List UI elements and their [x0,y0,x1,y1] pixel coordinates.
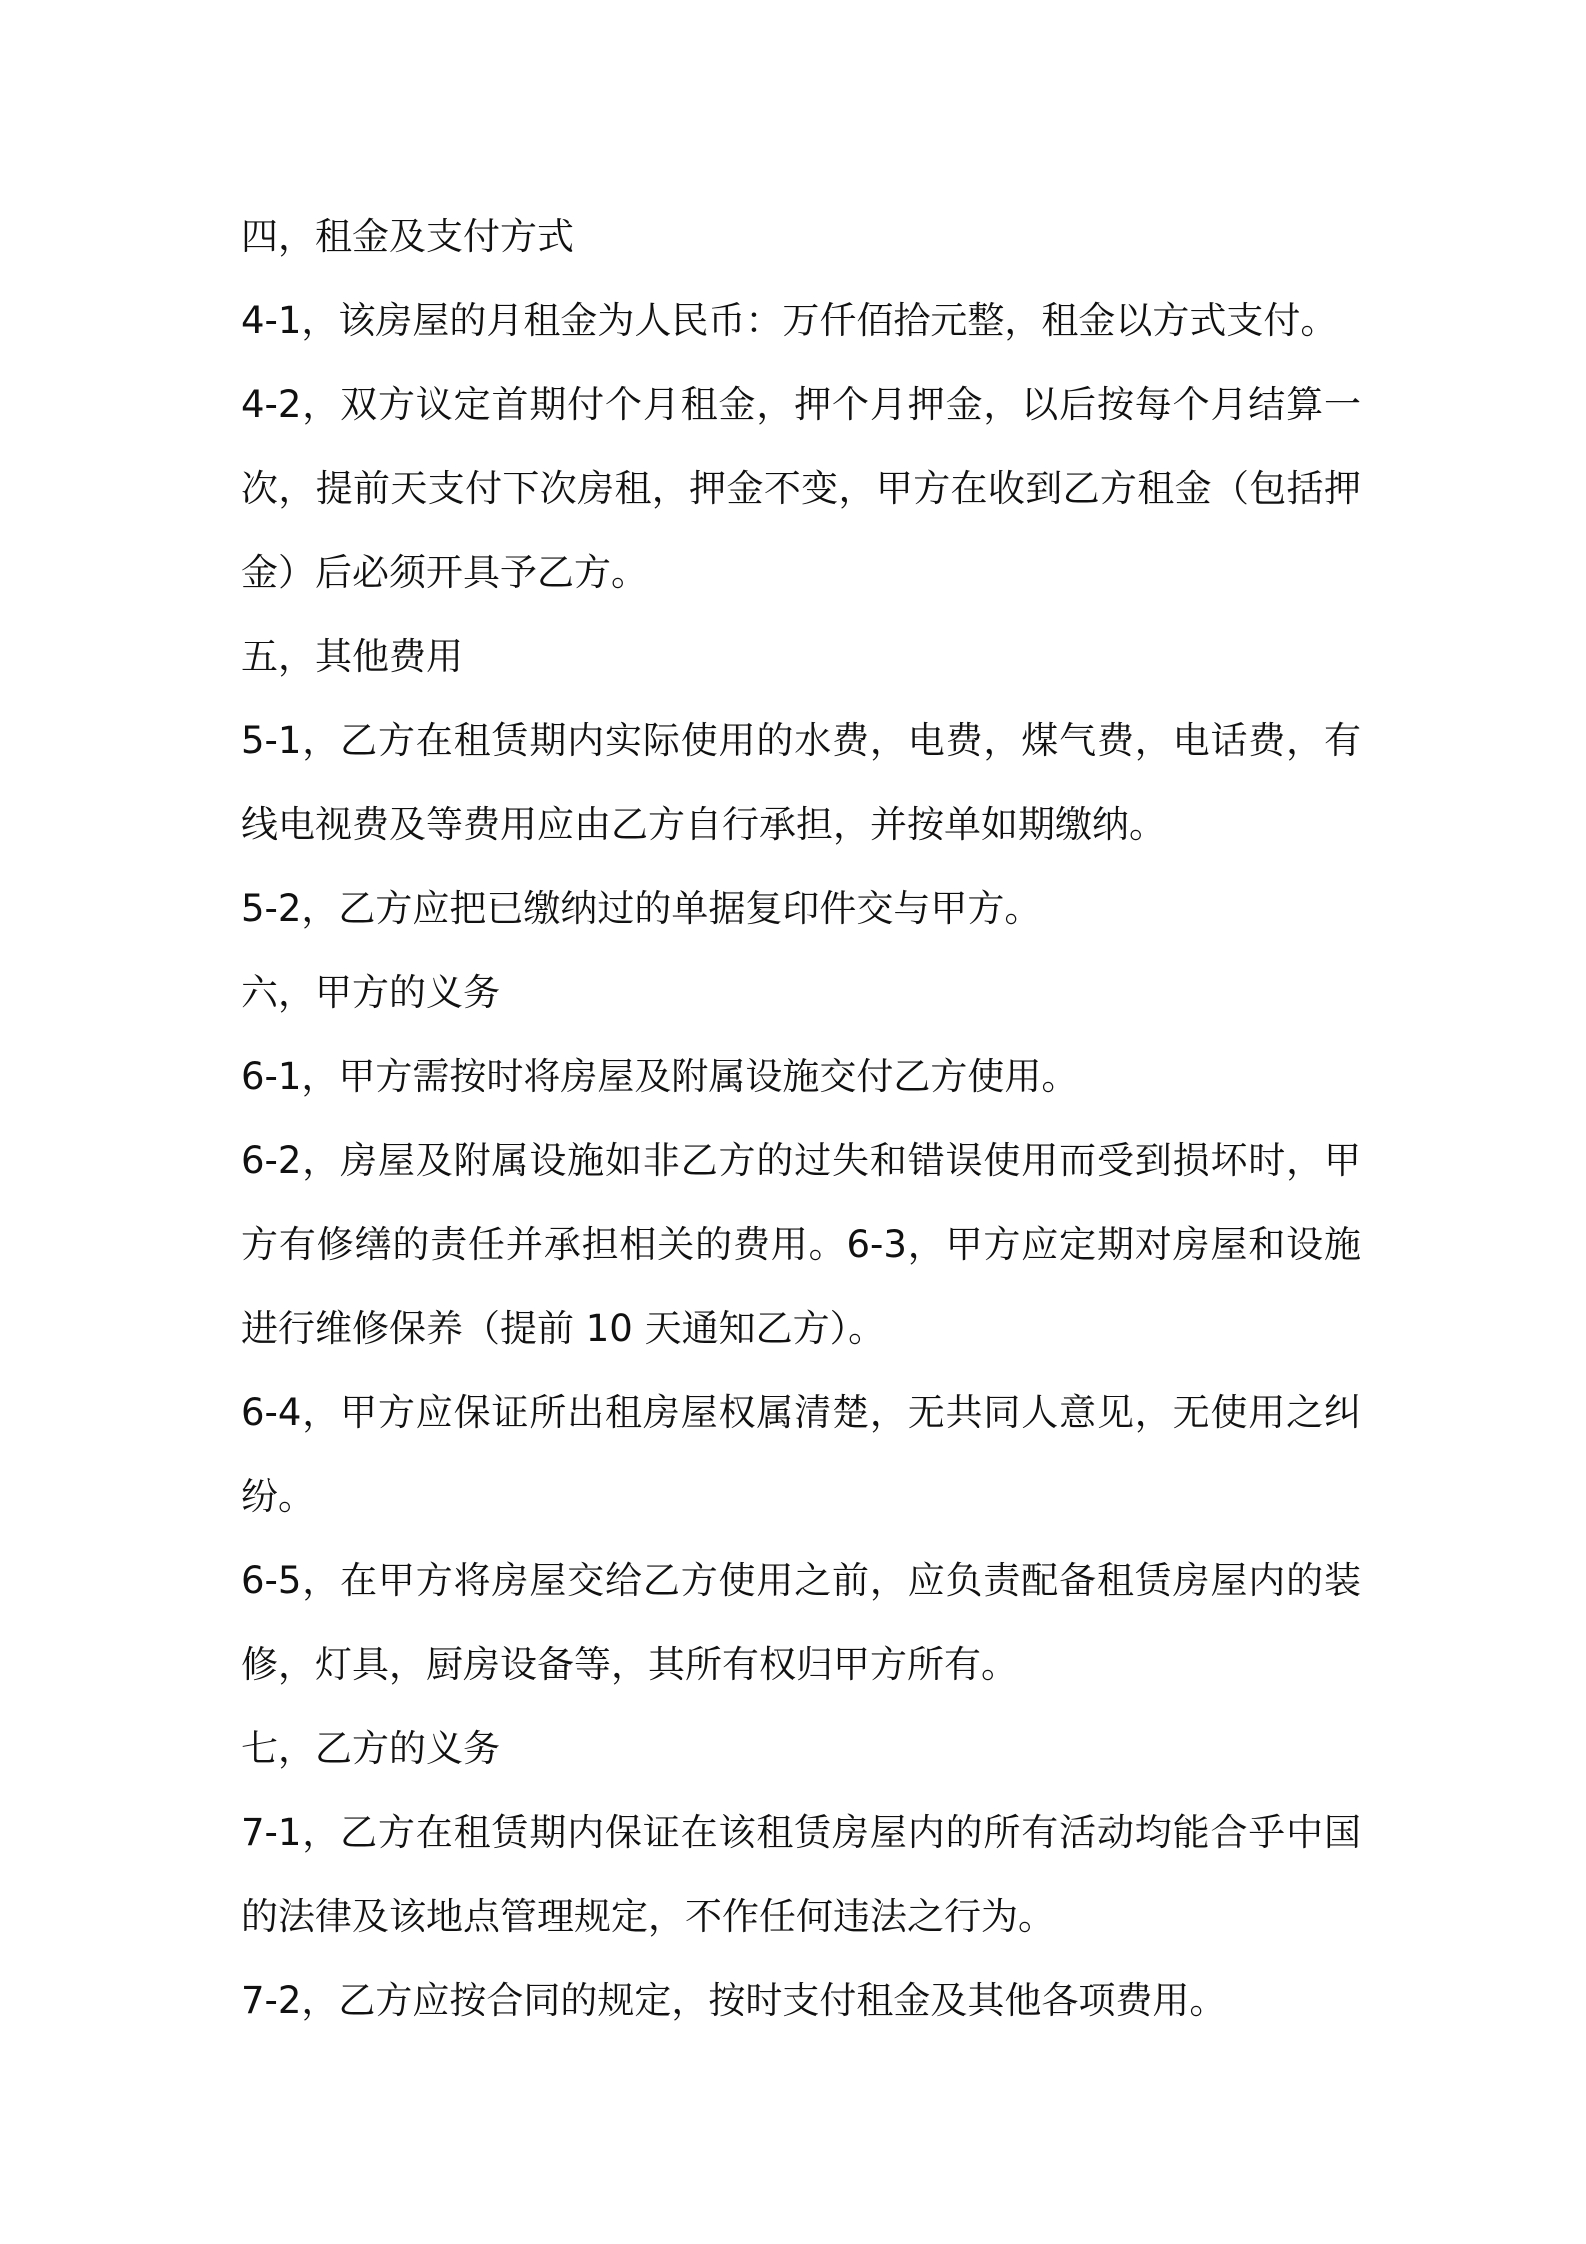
clause-line: 6-4，甲方应保证所出租房屋权属清楚，无共同人意见，无使用之纠 [241,1391,1361,1434]
clause-line: 线电视费及等费用应由乙方自行承担，并按单如期缴纳。 [241,803,1166,846]
section-heading: 七，乙方的义务 [241,1727,500,1770]
clause-line: 次，提前天支付下次房租，押金不变，甲方在收到乙方租金（包括押 [241,467,1361,510]
section-heading: 五，其他费用 [241,635,463,678]
clause-line: 6-1，甲方需按时将房屋及附属设施交付乙方使用。 [241,1055,1079,1098]
clause-line: 纷。 [241,1475,315,1518]
clause-line: 4-2，双方议定首期付个月租金，押个月押金，以后按每个月结算一 [241,383,1361,426]
section-heading: 四，租金及支付方式 [241,215,574,258]
clause-line: 进行维修保养（提前 10 天通知乙方）。 [241,1307,886,1350]
clause-line: 6-5，在甲方将房屋交给乙方使用之前，应负责配备租赁房屋内的装 [241,1559,1361,1602]
clause-line: 金）后必须开具予乙方。 [241,551,648,594]
clause-line: 7-2，乙方应按合同的规定，按时支付租金及其他各项费用。 [241,1979,1227,2022]
clause-line: 6-2，房屋及附属设施如非乙方的过失和错误使用而受到损坏时，甲 [241,1139,1361,1182]
section-heading: 六，甲方的义务 [241,971,500,1014]
clause-line: 7-1，乙方在租赁期内保证在该租赁房屋内的所有活动均能合乎中国 [241,1811,1361,1854]
document-body [241,195,1361,2043]
clause-line: 5-1，乙方在租赁期内实际使用的水费，电费，煤气费，电话费，有 [241,719,1361,762]
clause-line: 方有修缮的责任并承担相关的费用。6-3，甲方应定期对房屋和设施 [241,1223,1361,1266]
clause-line: 4-1，该房屋的月租金为人民币：万仟佰拾元整，租金以方式支付。 [241,299,1338,342]
clause-line: 修，灯具，厨房设备等，其所有权归甲方所有。 [241,1643,1018,1686]
clause-line: 的法律及该地点管理规定，不作任何违法之行为。 [241,1895,1055,1938]
clause-line: 5-2，乙方应把已缴纳过的单据复印件交与甲方。 [241,887,1042,930]
